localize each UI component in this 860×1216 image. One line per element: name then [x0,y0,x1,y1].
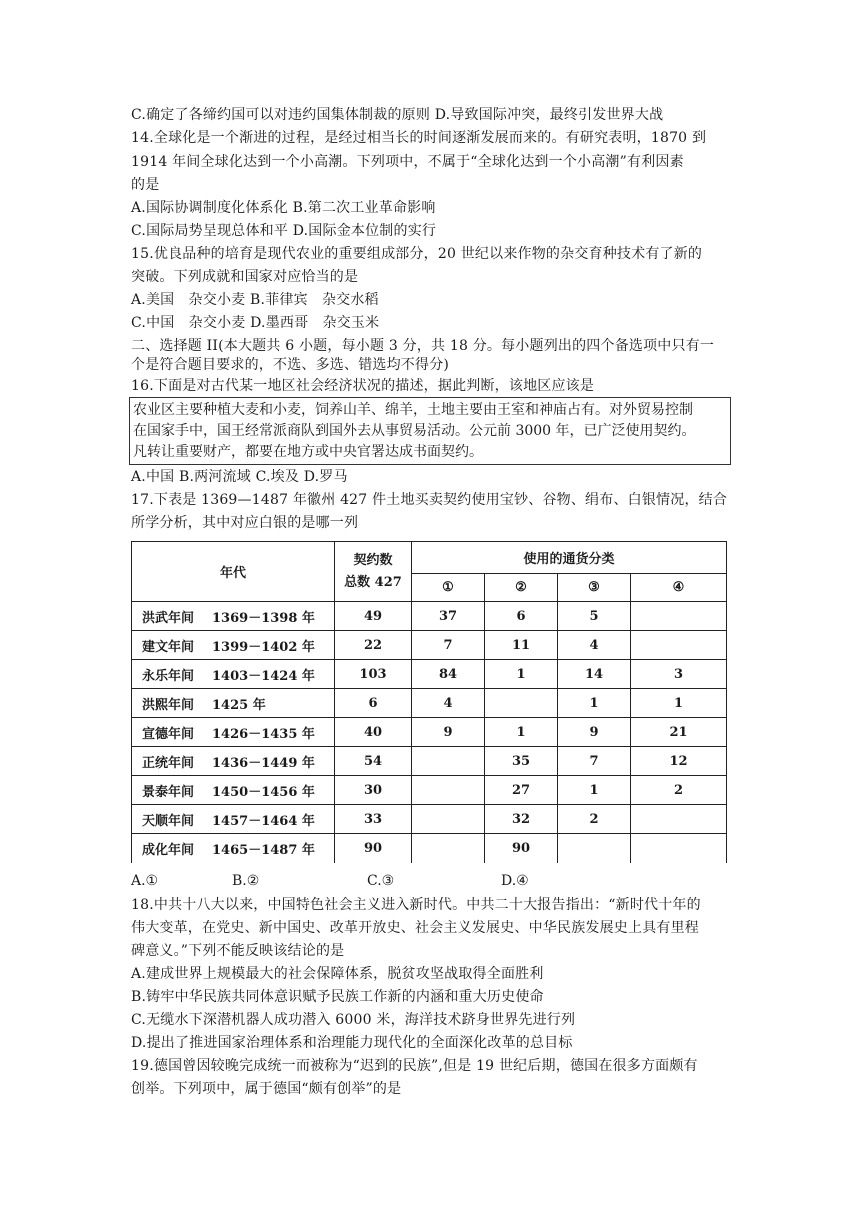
cell-c4 [631,631,727,660]
era-years: 1436－1449 年 [212,755,315,771]
cell-era [132,660,335,689]
cell-c1 [412,776,485,805]
cell-c3: 14 [558,660,631,689]
q17-stem-line-2: 所学分析，其中对应白银的是哪一列 [131,515,359,531]
q18-stem-line-2: 伟大变革，在党史、新中国史、改革开放史、社会主义发展史、中华民族发展史上具有里程 [131,920,699,936]
era-name: 天顺年间 [142,813,195,829]
cell-era [132,631,335,660]
cell-count: 30 [335,776,412,805]
era-years: 1426－1435 年 [212,726,315,742]
cell-c2 [485,689,558,718]
section-2-heading-line-2: 个是符合题目要求的，不选、多选、错选均不得分) [131,357,450,373]
q14-stem-line-1: 14.全球化是一个渐进的过程，是经过相当长的时间逐渐发展而来的。有研究表明，1870 到 [131,130,707,146]
cell-c4: 12 [631,747,727,776]
cell-c4 [631,602,727,631]
q15-options-cd: C.中国 杂交小麦 D.墨西哥 杂交玉米 [131,315,380,331]
cell-count: 49 [335,602,412,631]
q15-stem-line-1: 15.优良品种的培育是现代农业的重要组成部分，20 世纪以来作物的杂交育种技术有了新的 [131,246,703,262]
cell-c1: 7 [412,631,485,660]
cell-c1: 4 [412,689,485,718]
cell-era [132,834,335,863]
cell-era [132,718,335,747]
q16-material-line-2: 在国家手中，国王经常派商队到国外去从事贸易活动。公元前 3000 年，已广泛使用契约。 [133,423,696,439]
era-name: 正统年间 [142,755,195,771]
cell-era [132,602,335,631]
q18-option-b: B.铸牢中华民族共同体意识赋予民族工作新的内涵和重大历史使命 [131,989,544,1005]
table-body [132,602,727,863]
header-count-line-1: 契约数 [353,552,393,568]
q18-option-d: D.提出了推进国家治理体系和治理能力现代化的全面深化改革的总目标 [131,1035,573,1051]
era-years: 1425 年 [212,697,266,713]
cell-c2: 32 [485,805,558,834]
header-currency-group: 使用的通货分类 [412,542,727,574]
header-col-2: ② [485,574,558,602]
q13-option-cd: C.确定了各缔约国可以对违约国集体制裁的原则 D.导致国际冲突，最终引发世界大战 [131,107,664,123]
q17-option-d: D.④ [501,873,529,889]
cell-c3: 7 [558,747,631,776]
cell-c1: 9 [412,718,485,747]
era-years: 1450－1456 年 [212,784,315,800]
era-years: 1399－1402 年 [212,639,315,655]
cell-c4: 3 [631,660,727,689]
q18-option-c: C.无缆水下深潜机器人成功潜入 6000 米，海洋技术跻身世界先进行列 [131,1012,576,1028]
q16-material-line-3: 凡转让重要财产，都要在地方或中央官署达成书面契约。 [133,444,483,460]
era-years: 1457－1464 年 [212,813,315,829]
q17-option-b: B.② [232,873,260,889]
era-years: 1403－1424 年 [212,668,315,684]
era-name: 景泰年间 [142,784,195,800]
table-row [132,747,727,776]
cell-c1 [412,834,485,863]
q14-options-ab: A.国际协调制度化体系化 B.第二次工业革命影响 [131,200,436,216]
cell-c4: 1 [631,689,727,718]
q17-stem-line-1: 17.下表是 1369—1487 年徽州 427 件土地买卖契约使用宝钞、谷物、绢布、白银情况，结合 [131,492,728,508]
q16-material-line-1: 农业区主要种植大麦和小麦，饲养山羊、绵羊，土地主要由王室和神庙占有。对外贸易控制 [133,402,693,418]
q14-stem-line-3: 的是 [131,177,160,193]
section-2-heading-line-1: 二、选择题 II(本大题共 6 小题，每小题 3 分，共 18 分。每小题列出的四个备选项中只有一 [131,338,715,354]
cell-count: 6 [335,689,412,718]
cell-c3: 2 [558,805,631,834]
table-row [132,805,727,834]
cell-c3: 5 [558,602,631,631]
cell-c4 [631,834,727,863]
cell-count: 103 [335,660,412,689]
q18-option-a: A.建成世界上规模最大的社会保障体系，脱贫攻坚战取得全面胜利 [131,966,544,982]
q19-stem-line-2: 创举。下列项中，属于德国“颇有创举”的是 [131,1081,402,1097]
q15-stem-line-2: 突破。下列成就和国家对应恰当的是 [131,269,359,285]
q18-stem-line-3: 碑意义。”下列不能反映该结论的是 [131,943,345,959]
era-name: 洪武年间 [142,610,195,626]
header-count [335,542,412,602]
cell-c4: 21 [631,718,727,747]
era-name: 宣德年间 [142,726,195,742]
cell-era [132,689,335,718]
cell-c2: 1 [485,718,558,747]
cell-c3: 4 [558,631,631,660]
cell-c2: 11 [485,631,558,660]
cell-c2: 35 [485,747,558,776]
table-row [132,660,727,689]
cell-c3: 1 [558,776,631,805]
header-col-1: ① [412,574,485,602]
table-row [132,631,727,660]
table-row [132,834,727,863]
contract-currency-table [131,541,727,863]
q16-options: A.中国 B.两河流域 C.埃及 D.罗马 [131,469,348,485]
cell-count: 33 [335,805,412,834]
q17-option-a: A.① [131,873,159,889]
era-name: 建文年间 [142,639,195,655]
header-era: 年代 [132,542,335,602]
cell-era [132,747,335,776]
cell-c3: 9 [558,718,631,747]
cell-c3 [558,834,631,863]
era-years: 1465－1487 年 [212,842,315,858]
era-name: 永乐年间 [142,668,195,684]
header-col-4: ④ [631,574,727,602]
cell-c1: 37 [412,602,485,631]
table-row [132,602,727,631]
q14-options-cd: C.国际局势呈现总体和平 D.国际金本位制的实行 [131,223,437,239]
cell-c3: 1 [558,689,631,718]
cell-c2: 27 [485,776,558,805]
cell-c1 [412,747,485,776]
q17-option-c: C.③ [367,873,395,889]
era-name: 成化年间 [142,842,195,858]
cell-c4 [631,805,727,834]
q19-stem-line-1: 19.德国曾因较晚完成统一而被称为“迟到的民族”,但是 19 世纪后期，德国在很多方面颇有 [131,1058,698,1074]
table-row [132,689,727,718]
cell-count: 22 [335,631,412,660]
q14-stem-line-2: 1914 年间全球化达到一个小高潮。下列项中，不属于“全球化达到一个小高潮”有利因素 [131,154,684,170]
cell-c4: 2 [631,776,727,805]
era-name: 洪熙年间 [142,697,195,713]
cell-count: 54 [335,747,412,776]
header-col-3: ③ [558,574,631,602]
cell-c2: 90 [485,834,558,863]
header-count-line-2: 总数 427 [344,574,402,590]
cell-c2: 1 [485,660,558,689]
cell-count: 40 [335,718,412,747]
q18-stem-line-1: 18.中共十八大以来，中国特色社会主义进入新时代。中共二十大报告指出：“新时代十年的 [131,897,701,913]
table-row [132,776,727,805]
q16-material-box [129,397,731,465]
q15-options-ab: A.美国 杂交小麦 B.菲律宾 杂交水稻 [131,292,379,308]
cell-era [132,776,335,805]
q16-stem: 16.下面是对古代某一地区社会经济状况的描述，据此判断，该地区应该是 [131,378,595,394]
cell-c1: 84 [412,660,485,689]
era-years: 1369－1398 年 [212,610,315,626]
cell-c1 [412,805,485,834]
table-row [132,718,727,747]
cell-era [132,805,335,834]
cell-count: 90 [335,834,412,863]
cell-c2: 6 [485,602,558,631]
